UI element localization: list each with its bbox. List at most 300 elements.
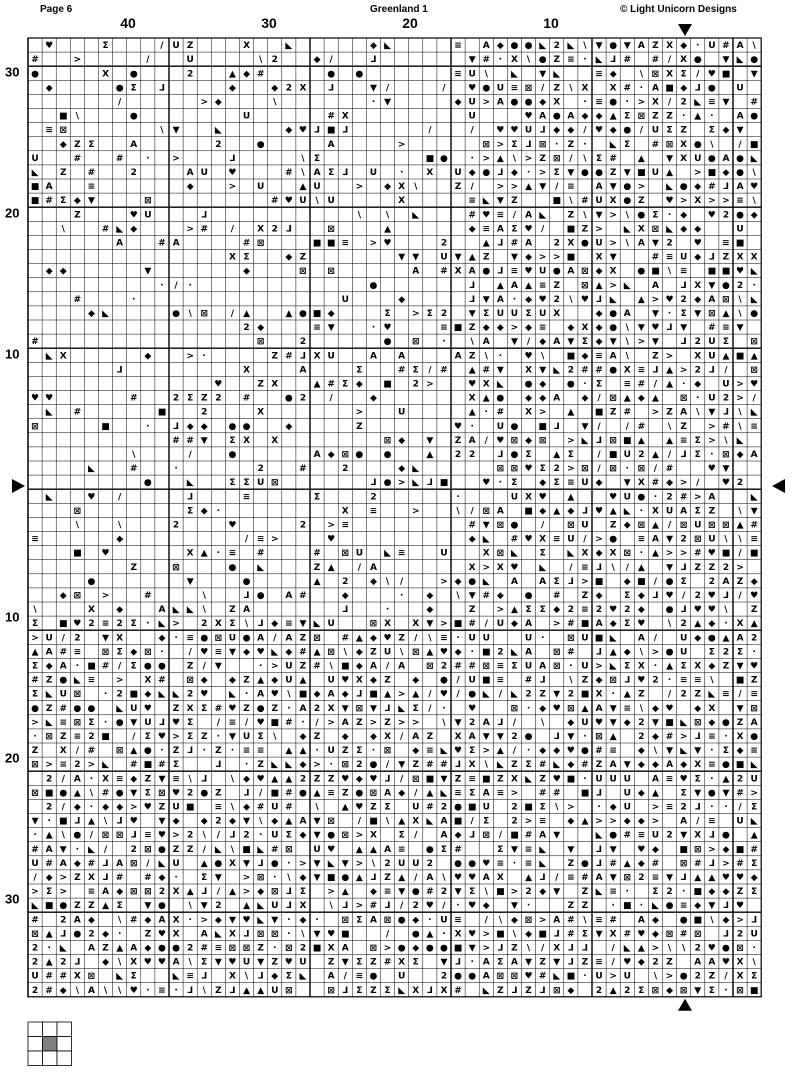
stitch-symbol: · [526,901,531,912]
stitch-symbol: ≡ [45,125,53,136]
column-number-40: 40 [120,15,136,31]
stitch-symbol: Σ [229,435,236,446]
center-row-marker-right [772,479,785,493]
stitch-symbol: ◣ [609,633,617,644]
stitch-symbol: ⊠ [45,731,53,742]
stitch-symbol: ≡ [538,280,547,291]
stitch-symbol: ≡ [651,872,660,883]
stitch-symbol: 2 [440,802,448,813]
stitch-symbol: ◆ [59,590,67,601]
stitch-symbol: A [73,915,81,926]
stitch-symbol: ≡ [73,731,82,742]
stitch-symbol: > [355,407,364,418]
stitch-symbol: ≡ [595,957,603,968]
stitch-symbol: ◆ [609,69,617,80]
stitch-symbol: · [667,308,672,319]
stitch-symbol: · [103,717,108,728]
stitch-symbol: > [172,619,180,630]
stitch-symbol: A [595,182,603,193]
stitch-symbol: \ [442,717,446,728]
stitch-symbol: ◣ [45,407,53,418]
stitch-symbol: Σ [31,619,39,630]
stitch-symbol: ♥ [454,421,463,432]
stitch-symbol: # [665,464,674,475]
stitch-symbol: ▲ [581,703,589,714]
stitch-symbol: ▼ [722,464,730,475]
stitch-symbol: ● [256,590,265,601]
stitch-symbol: ♥ [284,957,293,968]
stitch-symbol: ◆ [708,661,716,672]
stitch-symbol: # [31,55,39,66]
stitch-symbol: ▲ [609,985,617,996]
stitch-symbol: ⊠ [581,266,589,277]
stitch-symbol: ◆ [680,41,688,52]
stitch-symbol: X [327,703,335,714]
stitch-symbol: U [679,633,688,644]
stitch-symbol: ◆ [539,506,547,517]
stitch-symbol: A [553,915,561,926]
stitch-symbol: ◣ [623,506,631,517]
stitch-symbol: A [736,182,744,193]
stitch-symbol: U [31,858,39,869]
stitch-symbol: ◣ [384,548,392,559]
stitch-symbol: ⅃ [74,816,81,827]
stitch-symbol: # [129,915,138,926]
stitch-symbol: ≡ [242,746,251,757]
stitch-symbol: ▼ [623,760,631,771]
stitch-symbol: ▼ [313,858,321,869]
stitch-symbol: 2 [187,689,194,700]
stitch-symbol: A [327,971,335,982]
stitch-symbol: 2 [652,957,659,968]
stitch-symbol: U [623,449,631,460]
stitch-symbol: ♥ [637,619,646,630]
stitch-symbol: # [87,858,96,869]
stitch-symbol: ▼ [694,985,702,996]
stitch-symbol: ▲ [666,379,674,390]
stitch-symbol: # [31,337,39,348]
stitch-symbol: / [160,41,164,52]
stitch-symbol: > [637,97,646,108]
stitch-symbol: Σ [680,661,687,672]
stitch-symbol: ◣ [510,689,518,700]
stitch-symbol: ≡ [397,844,406,855]
stitch-symbol: U [708,337,716,348]
stitch-symbol: ▲ [637,294,645,305]
stitch-symbol: ◆ [510,915,518,926]
stitch-symbol: \ [724,605,728,616]
stitch-symbol: Σ [469,887,476,898]
stitch-symbol: ◆ [567,717,575,728]
stitch-symbol: A [482,957,490,968]
stitch-symbol: A [87,943,95,954]
stitch-symbol: Z [581,224,589,235]
stitch-symbol: A [45,647,53,658]
stitch-symbol: ◣ [539,562,547,573]
stitch-symbol: U [341,294,349,305]
stitch-symbol: Z [595,760,603,771]
stitch-symbol: · [696,41,700,52]
stitch-symbol: ⅃ [187,985,194,996]
stitch-symbol: ♥ [454,746,463,757]
stitch-symbol: ♥ [538,294,547,305]
stitch-symbol: X [496,872,504,883]
stitch-symbol: Σ [285,830,292,841]
stitch-symbol: ▼ [637,323,645,334]
stitch-symbol: ● [327,830,336,841]
stitch-symbol: ♥ [327,844,336,855]
stitch-symbol: ▼ [440,774,448,785]
stitch-symbol: # [129,393,138,404]
stitch-symbol: ♥ [580,294,589,305]
stitch-symbol: ◆ [651,731,659,742]
stitch-symbol: ⅃ [159,83,165,94]
stitch-symbol: # [722,421,730,432]
stitch-symbol: / [61,633,65,644]
stitch-symbol: A [327,689,335,700]
stitch-symbol: ● [355,449,364,460]
stitch-symbol: · [498,351,503,362]
stitch-symbol: # [581,760,589,771]
stitch-symbol: > [327,717,335,728]
stitch-symbol: ⊠ [623,548,632,559]
stitch-symbol: Σ [440,844,448,855]
stitch-symbol: ♥ [524,111,533,122]
stitch-symbol: ▼ [412,252,420,263]
stitch-symbol: ⅃ [342,167,349,178]
stitch-symbol: · [611,689,615,700]
stitch-symbol: ▼ [623,41,631,52]
stitch-symbol: ≡ [468,196,476,207]
stitch-symbol: · [47,816,51,827]
stitch-symbol: ◆ [144,915,152,926]
stitch-symbol: ▼ [510,844,518,855]
stitch-symbol: # [327,379,335,390]
stitch-symbol: · [244,760,249,771]
stitch-symbol: / [667,689,672,700]
stitch-symbol: ◆ [454,576,462,587]
stitch-symbol: ◣ [750,266,758,277]
stitch-symbol: · [287,915,291,926]
stitch-symbol: ◆ [525,294,533,305]
stitch-symbol: ● [524,590,533,601]
stitch-symbol: A [666,760,674,771]
stitch-symbol: > [313,760,321,771]
stitch-symbol: ◣ [736,55,744,66]
stitch-symbol: ⅃ [257,858,264,869]
stitch-symbol: / [442,901,446,912]
stitch-symbol: ◆ [510,619,518,630]
stitch-symbol: 2 [694,971,701,982]
stitch-symbol: U [595,196,603,207]
stitch-symbol: ◆ [595,337,603,348]
stitch-symbol: / [611,957,615,968]
stitch-symbol: ▲ [285,774,293,785]
stitch-symbol: Z [666,957,673,968]
stitch-symbol: Z [680,421,687,432]
stitch-symbol: ⊠ [750,703,758,714]
stitch-symbol: ◣ [623,280,631,291]
stitch-symbol: # [581,365,589,376]
stitch-symbol: # [285,717,293,728]
stitch-symbol: ◆ [186,182,194,193]
stitch-symbol: ◆ [45,266,53,277]
stitch-symbol: 2 [313,703,321,714]
stitch-symbol: Σ [751,887,758,898]
stitch-symbol: ■ [383,379,392,390]
stitch-symbol: ◆ [102,802,110,813]
stitch-symbol: 2 [299,943,307,954]
stitch-symbol: ♥ [524,464,533,475]
stitch-symbol: / [329,393,333,404]
stitch-symbol: ♥ [45,41,54,52]
stitch-symbol: ● [524,731,533,742]
stitch-symbol: ♥ [270,689,279,700]
stitch-symbol: Z [384,717,391,728]
stitch-symbol: ▲ [285,816,293,827]
stitch-symbol: ▼ [666,872,674,883]
stitch-symbol: ♥ [510,125,519,136]
stitch-symbol: ≡ [482,224,491,235]
stitch-symbol: / [512,746,517,757]
stitch-symbol: ◆ [567,985,575,996]
stitch-symbol: 2 [342,464,349,475]
stitch-symbol: ● [750,308,759,319]
stitch-symbol: ● [158,943,166,954]
stitch-symbol: ▼ [736,125,744,136]
stitch-symbol: # [73,153,82,164]
stitch-symbol: Σ [497,844,504,855]
stitch-symbol: A [384,844,392,855]
stitch-symbol: ▼ [567,167,575,178]
stitch-symbol: ■ [157,407,167,418]
stitch-symbol: ● [637,492,646,503]
stitch-symbol: ⊠ [31,788,39,799]
stitch-symbol: A [257,689,265,700]
stitch-symbol: ● [510,449,519,460]
stitch-symbol: ⊠ [609,675,617,686]
stitch-symbol: / [653,576,658,587]
stitch-symbol: ● [707,788,716,799]
stitch-symbol: ◣ [186,605,194,616]
stitch-symbol: / [428,125,432,136]
stitch-symbol: ◆ [623,816,631,827]
stitch-symbol: 2 [116,689,123,700]
stitch-symbol: # [609,915,617,926]
stitch-symbol: > [651,294,660,305]
stitch-symbol: ▲ [651,520,659,531]
stitch-symbol: ≡ [679,901,688,912]
stitch-symbol: ▲ [553,449,561,460]
stitch-symbol: ♥ [750,182,759,193]
stitch-symbol: Z [666,407,673,418]
stitch-symbol: A [539,111,547,122]
stitch-symbol: ▲ [708,872,716,883]
stitch-symbol: Z [468,605,476,616]
stitch-symbol: · [258,830,263,841]
stitch-symbol: > [651,943,660,954]
stitch-symbol: ◆ [341,731,349,742]
stitch-symbol: X [553,308,561,319]
stitch-symbol: ▲ [482,238,490,249]
stitch-symbol: ◆ [539,478,547,489]
stitch-symbol: 2 [680,689,687,700]
stitch-symbol: X [243,365,251,376]
stitch-symbol: Z [144,929,152,940]
stitch-symbol: / [343,971,347,982]
stitch-symbol: > [665,548,674,559]
stitch-symbol: ● [87,703,96,714]
stitch-symbol: \ [667,619,672,630]
stitch-symbol: · [244,689,249,700]
stitch-symbol: U [397,407,406,418]
stitch-symbol: A [412,731,420,742]
stitch-symbol: # [468,661,476,672]
stitch-symbol: ◆ [243,774,251,785]
stitch-symbol: ⊠ [144,887,152,898]
stitch-symbol: A [553,393,561,404]
stitch-symbol: ● [581,858,589,869]
stitch-symbol: ◣ [553,365,561,376]
stitch-symbol: A [482,717,490,728]
stitch-symbol: ◆ [271,816,279,827]
stitch-symbol: ⊠ [228,943,237,954]
stitch-symbol: ■ [326,872,336,883]
stitch-symbol: 2 [469,717,476,728]
stitch-symbol: ▲ [426,647,434,658]
stitch-symbol: ● [736,167,744,178]
stitch-symbol: > [552,252,561,263]
stitch-symbol: Σ [187,506,194,517]
stitch-symbol: X [440,985,448,996]
stitch-symbol: / [555,182,559,193]
stitch-symbol: ▼ [496,196,504,207]
stitch-symbol: > [567,802,575,813]
stitch-symbol: > [355,830,364,841]
stitch-symbol: U [285,675,293,686]
stitch-symbol: Σ [201,957,208,968]
stitch-symbol: X [553,97,561,108]
stitch-symbol: X [454,731,462,742]
stitch-symbol: ▼ [694,788,702,799]
stitch-symbol: ◣ [440,746,448,757]
stitch-symbol: Z [370,647,377,658]
stitch-symbol: > [482,562,491,573]
stitch-symbol: ◆ [525,929,533,940]
stitch-symbol: ● [679,971,688,982]
stitch-symbol: ● [552,111,561,122]
stitch-symbol: ● [454,858,462,869]
stitch-symbol: 2 [497,647,504,658]
stitch-symbol: ◆ [539,393,547,404]
stitch-symbol: U [397,971,406,982]
stitch-symbol: ⅃ [497,449,504,460]
stitch-symbol: > [708,844,716,855]
stitch-symbol: ◣ [623,943,631,954]
stitch-symbol: · [287,858,291,869]
stitch-symbol: ◆ [637,858,645,869]
stitch-symbol: ● [468,858,477,869]
stitch-symbol: # [637,379,646,390]
stitch-symbol: Z [567,139,575,150]
stitch-symbol: Z [215,746,222,757]
stitch-symbol: A [651,534,659,545]
stitch-symbol: 2 [553,464,560,475]
stitch-symbol: X [412,985,420,996]
stitch-symbol: ≡ [524,858,533,869]
stitch-symbol: ⊠ [567,520,575,531]
stitch-symbol: / [484,915,488,926]
stitch-symbol: ■ [566,774,576,785]
stitch-symbol: A [539,576,547,587]
stitch-symbol: A [327,139,335,150]
stitch-symbol: · [752,647,756,658]
chart-title: Greenland 1 [370,4,428,15]
stitch-symbol: ⊠ [129,887,138,898]
stitch-symbol: / [202,661,206,672]
stitch-symbol: ◆ [102,929,110,940]
stitch-symbol: ◆ [45,872,53,883]
stitch-symbol: / [724,365,728,376]
stitch-symbol: ◆ [243,802,251,813]
stitch-symbol: Σ [60,196,67,207]
stitch-symbol: ◆ [313,689,321,700]
stitch-symbol: X [412,619,420,630]
stitch-symbol: ● [581,238,589,249]
stitch-symbol: · [639,506,644,517]
stitch-symbol: Σ [680,576,687,587]
stitch-symbol: > [665,351,674,362]
stitch-symbol: X [130,957,138,968]
stitch-symbol: A [496,224,504,235]
stitch-symbol: X [341,111,349,122]
stitch-symbol: ≡ [510,266,519,277]
stitch-symbol: 2 [342,576,349,587]
stitch-symbol: # [313,661,321,672]
stitch-symbol: Σ [483,816,490,827]
stitch-symbol: ◣ [116,971,124,982]
stitch-symbol: 2 [215,393,222,404]
stitch-symbol: ■ [594,576,604,587]
stitch-symbol: / [625,562,629,573]
stitch-symbol: Z [243,675,250,686]
stitch-symbol: Z [694,689,702,700]
stitch-symbol: ▼ [595,41,603,52]
stitch-symbol: # [242,393,251,404]
stitch-symbol: 2 [426,858,433,869]
stitch-symbol: ▼ [243,858,251,869]
stitch-symbol: ♥ [736,901,745,912]
stitch-symbol: / [569,153,573,164]
stitch-symbol: ◆ [102,957,110,968]
stitch-symbol: ◆ [355,379,363,390]
stitch-symbol: ♥ [637,844,646,855]
stitch-symbol: ▲ [468,365,476,376]
stitch-symbol: 2 [736,280,744,291]
stitch-symbol: ⊠ [341,830,350,841]
stitch-symbol: Σ [412,957,419,968]
stitch-symbol: ⅃ [680,562,687,573]
stitch-symbol: # [496,407,505,418]
stitch-symbol: ≡ [440,633,448,644]
stitch-symbol: 2 [440,971,448,982]
stitch-symbol: ● [482,167,491,178]
stitch-symbol: 2 [172,520,180,531]
stitch-symbol: ♥ [129,210,138,221]
stitch-symbol: ▼ [454,717,462,728]
stitch-symbol: ■ [340,661,350,672]
stitch-symbol: ◆ [369,393,377,404]
